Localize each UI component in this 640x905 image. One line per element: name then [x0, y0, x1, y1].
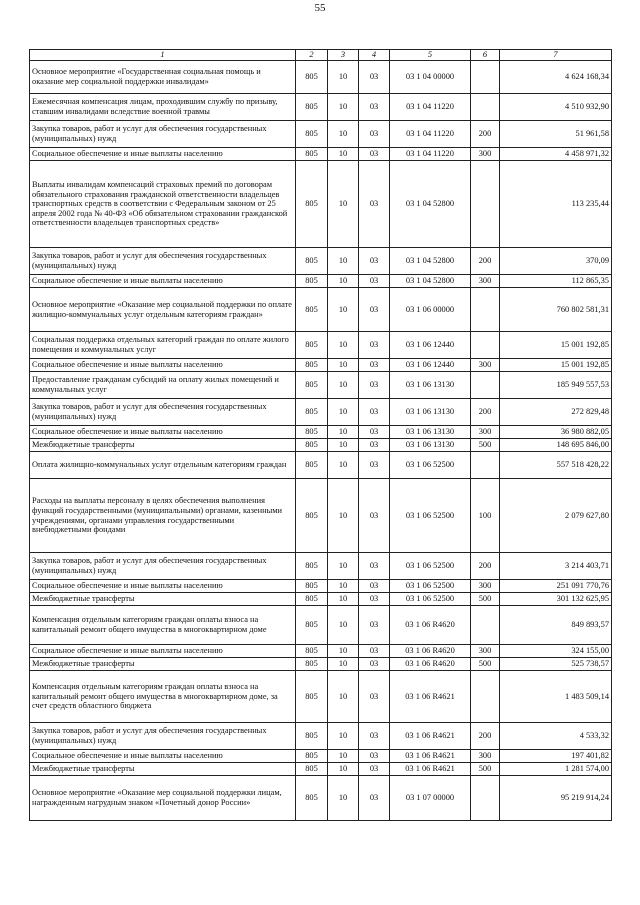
expense-type-cell — [471, 161, 500, 248]
target-article-cell: 03 1 06 12440 — [390, 359, 471, 372]
section-code-cell: 10 — [328, 332, 359, 359]
subsection-code-cell: 03 — [359, 763, 390, 776]
table-row — [30, 580, 612, 593]
ministry-code-cell: 805 — [296, 580, 328, 593]
amount-cell: 15 001 192,85 — [500, 359, 612, 372]
amount-cell: 4 624 168,34 — [500, 61, 612, 94]
section-code-cell: 10 — [328, 94, 359, 121]
section-code-cell: 10 — [328, 479, 359, 553]
target-article-cell: 03 1 06 R4620 — [390, 645, 471, 658]
ministry-code-cell: 805 — [296, 723, 328, 750]
amount-cell: 95 219 914,24 — [500, 776, 612, 821]
subsection-code-cell: 03 — [359, 121, 390, 148]
ministry-code-cell: 805 — [296, 426, 328, 439]
table-row — [30, 288, 612, 332]
target-article-cell: 03 1 06 13130 — [390, 426, 471, 439]
subsection-code-cell: 03 — [359, 332, 390, 359]
item-name-cell: Межбюджетные трансферты — [30, 763, 296, 776]
section-code-cell: 10 — [328, 763, 359, 776]
ministry-code-cell: 805 — [296, 593, 328, 606]
table-row — [30, 593, 612, 606]
table-row — [30, 479, 612, 553]
expense-type-cell — [471, 61, 500, 94]
item-name-cell: Закупка товаров, работ и услуг для обеспечения государственных (муниципальных) нужд — [30, 723, 296, 750]
subsection-code-cell: 03 — [359, 479, 390, 553]
item-name-cell: Закупка товаров, работ и услуг для обеспечения государственных (муниципальных) нужд — [30, 248, 296, 275]
expense-type-cell: 300 — [471, 580, 500, 593]
item-name-cell: Социальное обеспечение и иные выплаты населению — [30, 275, 296, 288]
amount-cell: 51 961,58 — [500, 121, 612, 148]
item-name-cell: Основное мероприятие «Оказание мер социальной поддержки лицам, награжденным нагрудным знаком «Почетный донор России» — [30, 776, 296, 821]
section-code-cell: 10 — [328, 426, 359, 439]
section-code-cell: 10 — [328, 645, 359, 658]
column-header: 5 — [390, 50, 471, 61]
expense-type-cell: 100 — [471, 479, 500, 553]
section-code-cell: 10 — [328, 776, 359, 821]
page-number: 55 — [314, 2, 326, 14]
subsection-code-cell: 03 — [359, 288, 390, 332]
table-row — [30, 723, 612, 750]
column-header: 1 — [30, 50, 296, 61]
column-header: 7 — [500, 50, 612, 61]
amount-cell: 324 155,00 — [500, 645, 612, 658]
ministry-code-cell: 805 — [296, 148, 328, 161]
section-code-cell: 10 — [328, 593, 359, 606]
subsection-code-cell: 03 — [359, 723, 390, 750]
ministry-code-cell: 805 — [296, 452, 328, 479]
target-article-cell: 03 1 06 13130 — [390, 399, 471, 426]
ministry-code-cell: 805 — [296, 658, 328, 671]
table-row — [30, 439, 612, 452]
table-row — [30, 658, 612, 671]
ministry-code-cell: 805 — [296, 606, 328, 645]
table-row — [30, 248, 612, 275]
target-article-cell: 03 1 06 R4621 — [390, 763, 471, 776]
item-name-cell: Межбюджетные трансферты — [30, 439, 296, 452]
subsection-code-cell: 03 — [359, 248, 390, 275]
table-row — [30, 161, 612, 248]
section-code-cell: 10 — [328, 161, 359, 248]
subsection-code-cell: 03 — [359, 148, 390, 161]
target-article-cell: 03 1 06 52500 — [390, 452, 471, 479]
expense-type-cell — [471, 606, 500, 645]
ministry-code-cell: 805 — [296, 671, 328, 723]
ministry-code-cell: 805 — [296, 288, 328, 332]
item-name-cell: Межбюджетные трансферты — [30, 593, 296, 606]
expense-type-cell — [471, 452, 500, 479]
amount-cell: 760 802 581,31 — [500, 288, 612, 332]
target-article-cell: 03 1 06 52500 — [390, 479, 471, 553]
target-article-cell: 03 1 07 00000 — [390, 776, 471, 821]
target-article-cell: 03 1 06 13130 — [390, 372, 471, 399]
amount-cell: 272 829,48 — [500, 399, 612, 426]
item-name-cell: Основное мероприятие «Оказание мер социальной поддержки по оплате жилищно-коммунальных услуг отдельным категориям граждан» — [30, 288, 296, 332]
table-body — [30, 61, 612, 821]
subsection-code-cell: 03 — [359, 776, 390, 821]
section-code-cell: 10 — [328, 399, 359, 426]
target-article-cell: 03 1 06 00000 — [390, 288, 471, 332]
table-row — [30, 671, 612, 723]
table-row — [30, 359, 612, 372]
target-article-cell: 03 1 06 R4621 — [390, 671, 471, 723]
expense-type-cell: 300 — [471, 148, 500, 161]
expense-type-cell — [471, 776, 500, 821]
ministry-code-cell: 805 — [296, 94, 328, 121]
subsection-code-cell: 03 — [359, 658, 390, 671]
section-code-cell: 10 — [328, 248, 359, 275]
item-name-cell: Расходы на выплаты персоналу в целях обеспечения выполнения функций государственными (муниципальными) органами, казенными учреждениями, органами управления государственными внебюджетными фондами — [30, 479, 296, 553]
table-row — [30, 553, 612, 580]
subsection-code-cell: 03 — [359, 553, 390, 580]
column-numbers-row — [30, 50, 612, 61]
subsection-code-cell: 03 — [359, 372, 390, 399]
ministry-code-cell: 805 — [296, 763, 328, 776]
expense-type-cell: 300 — [471, 359, 500, 372]
table-row — [30, 645, 612, 658]
expense-type-cell: 500 — [471, 763, 500, 776]
section-code-cell: 10 — [328, 580, 359, 593]
table-row — [30, 606, 612, 645]
table-row — [30, 148, 612, 161]
amount-cell: 557 518 428,22 — [500, 452, 612, 479]
subsection-code-cell: 03 — [359, 439, 390, 452]
ministry-code-cell: 805 — [296, 479, 328, 553]
target-article-cell: 03 1 06 13130 — [390, 439, 471, 452]
amount-cell: 113 235,44 — [500, 161, 612, 248]
item-name-cell: Социальное обеспечение и иные выплаты населению — [30, 426, 296, 439]
expense-type-cell: 500 — [471, 658, 500, 671]
section-code-cell: 10 — [328, 671, 359, 723]
target-article-cell: 03 1 04 00000 — [390, 61, 471, 94]
amount-cell: 148 695 846,00 — [500, 439, 612, 452]
item-name-cell: Социальное обеспечение и иные выплаты населению — [30, 750, 296, 763]
ministry-code-cell: 805 — [296, 121, 328, 148]
subsection-code-cell: 03 — [359, 750, 390, 763]
amount-cell: 301 132 625,95 — [500, 593, 612, 606]
ministry-code-cell: 805 — [296, 275, 328, 288]
target-article-cell: 03 1 06 12440 — [390, 332, 471, 359]
item-name-cell: Предоставление гражданам субсидий на оплату жилых помещений и коммунальных услуг — [30, 372, 296, 399]
expense-type-cell: 300 — [471, 645, 500, 658]
ministry-code-cell: 805 — [296, 359, 328, 372]
ministry-code-cell: 805 — [296, 439, 328, 452]
target-article-cell: 03 1 04 11220 — [390, 94, 471, 121]
table-row — [30, 332, 612, 359]
expense-type-cell: 200 — [471, 248, 500, 275]
ministry-code-cell: 805 — [296, 61, 328, 94]
column-header: 4 — [359, 50, 390, 61]
subsection-code-cell: 03 — [359, 580, 390, 593]
ministry-code-cell: 805 — [296, 776, 328, 821]
item-name-cell: Оплата жилищно-коммунальных услуг отдельным категориям граждан — [30, 452, 296, 479]
section-code-cell: 10 — [328, 723, 359, 750]
table-row — [30, 94, 612, 121]
item-name-cell: Компенсация отдельным категориям граждан оплаты взноса на капитальный ремонт общего имущества в многоквартирном доме — [30, 606, 296, 645]
expense-type-cell — [471, 671, 500, 723]
item-name-cell: Социальная поддержка отдельных категорий граждан по оплате жилого помещения и коммунальных услуг — [30, 332, 296, 359]
subsection-code-cell: 03 — [359, 61, 390, 94]
table-row — [30, 426, 612, 439]
amount-cell: 4 533,32 — [500, 723, 612, 750]
amount-cell: 4 510 932,90 — [500, 94, 612, 121]
ministry-code-cell: 805 — [296, 161, 328, 248]
subsection-code-cell: 03 — [359, 359, 390, 372]
expense-type-cell — [471, 288, 500, 332]
expense-type-cell: 300 — [471, 426, 500, 439]
amount-cell: 1 281 574,00 — [500, 763, 612, 776]
item-name-cell: Ежемесячная компенсация лицам, проходившим службу по призыву, ставшим инвалидами вследствие военной травмы — [30, 94, 296, 121]
target-article-cell: 03 1 04 52800 — [390, 161, 471, 248]
expense-type-cell: 200 — [471, 723, 500, 750]
expense-type-cell — [471, 94, 500, 121]
subsection-code-cell: 03 — [359, 645, 390, 658]
subsection-code-cell: 03 — [359, 671, 390, 723]
column-header: 6 — [471, 50, 500, 61]
amount-cell: 36 980 882,05 — [500, 426, 612, 439]
subsection-code-cell: 03 — [359, 426, 390, 439]
subsection-code-cell: 03 — [359, 452, 390, 479]
column-header: 2 — [296, 50, 328, 61]
ministry-code-cell: 805 — [296, 372, 328, 399]
target-article-cell: 03 1 04 52800 — [390, 248, 471, 275]
amount-cell: 849 893,57 — [500, 606, 612, 645]
table-row — [30, 121, 612, 148]
expense-type-cell — [471, 372, 500, 399]
amount-cell: 370,09 — [500, 248, 612, 275]
expense-type-cell: 500 — [471, 439, 500, 452]
section-code-cell: 10 — [328, 288, 359, 332]
section-code-cell: 10 — [328, 148, 359, 161]
item-name-cell: Закупка товаров, работ и услуг для обеспечения государственных (муниципальных) нужд — [30, 399, 296, 426]
item-name-cell: Социальное обеспечение и иные выплаты населению — [30, 645, 296, 658]
target-article-cell: 03 1 04 11220 — [390, 121, 471, 148]
amount-cell: 112 865,35 — [500, 275, 612, 288]
target-article-cell: 03 1 06 52500 — [390, 593, 471, 606]
section-code-cell: 10 — [328, 61, 359, 94]
item-name-cell: Выплаты инвалидам компенсаций страховых премий по договорам обязательного страхования гражданской ответственности владельцев транспортных средств в соответствии с Федеральным законом от 25 апреля 2002 года № 40-ФЗ «Об обязательном страховании гражданской ответственности владельцев транспортных средств» — [30, 161, 296, 248]
item-name-cell: Закупка товаров, работ и услуг для обеспечения государственных (муниципальных) нужд — [30, 121, 296, 148]
amount-cell: 1 483 509,14 — [500, 671, 612, 723]
target-article-cell: 03 1 04 11220 — [390, 148, 471, 161]
subsection-code-cell: 03 — [359, 399, 390, 426]
table-row — [30, 275, 612, 288]
section-code-cell: 10 — [328, 359, 359, 372]
target-article-cell: 03 1 06 52500 — [390, 580, 471, 593]
table-row — [30, 452, 612, 479]
item-name-cell: Компенсация отдельным категориям граждан оплаты взноса на капитальный ремонт общего имущества в многоквартирном доме, за счет средств областного бюджета — [30, 671, 296, 723]
column-header: 3 — [328, 50, 359, 61]
item-name-cell: Основное мероприятие «Государственная социальная помощь и оказание мер социальной поддержки инвалидам» — [30, 61, 296, 94]
section-code-cell: 10 — [328, 372, 359, 399]
item-name-cell: Социальное обеспечение и иные выплаты населению — [30, 580, 296, 593]
amount-cell: 3 214 403,71 — [500, 553, 612, 580]
amount-cell: 15 001 192,85 — [500, 332, 612, 359]
section-code-cell: 10 — [328, 275, 359, 288]
section-code-cell: 10 — [328, 658, 359, 671]
item-name-cell: Закупка товаров, работ и услуг для обеспечения государственных (муниципальных) нужд — [30, 553, 296, 580]
amount-cell: 4 458 971,32 — [500, 148, 612, 161]
expense-type-cell: 200 — [471, 399, 500, 426]
amount-cell: 185 949 557,53 — [500, 372, 612, 399]
section-code-cell: 10 — [328, 553, 359, 580]
ministry-code-cell: 805 — [296, 332, 328, 359]
ministry-code-cell: 805 — [296, 645, 328, 658]
ministry-code-cell: 805 — [296, 248, 328, 275]
subsection-code-cell: 03 — [359, 94, 390, 121]
ministry-code-cell: 805 — [296, 553, 328, 580]
target-article-cell: 03 1 06 R4620 — [390, 658, 471, 671]
section-code-cell: 10 — [328, 121, 359, 148]
expense-type-cell: 200 — [471, 121, 500, 148]
section-code-cell: 10 — [328, 452, 359, 479]
expense-type-cell: 300 — [471, 275, 500, 288]
expense-type-cell: 500 — [471, 593, 500, 606]
section-code-cell: 10 — [328, 606, 359, 645]
section-code-cell: 10 — [328, 439, 359, 452]
amount-cell: 197 401,82 — [500, 750, 612, 763]
subsection-code-cell: 03 — [359, 161, 390, 248]
expense-type-cell — [471, 332, 500, 359]
target-article-cell: 03 1 06 R4620 — [390, 606, 471, 645]
item-name-cell: Межбюджетные трансферты — [30, 658, 296, 671]
target-article-cell: 03 1 04 52800 — [390, 275, 471, 288]
ministry-code-cell: 805 — [296, 399, 328, 426]
table-row — [30, 399, 612, 426]
amount-cell: 525 738,57 — [500, 658, 612, 671]
expense-type-cell: 300 — [471, 750, 500, 763]
table-row — [30, 372, 612, 399]
target-article-cell: 03 1 06 52500 — [390, 553, 471, 580]
expense-type-cell: 200 — [471, 553, 500, 580]
subsection-code-cell: 03 — [359, 275, 390, 288]
item-name-cell: Социальное обеспечение и иные выплаты населению — [30, 359, 296, 372]
budget-table — [29, 49, 612, 821]
table-row — [30, 763, 612, 776]
item-name-cell: Социальное обеспечение и иные выплаты населению — [30, 148, 296, 161]
table-row — [30, 776, 612, 821]
target-article-cell: 03 1 06 R4621 — [390, 750, 471, 763]
section-code-cell: 10 — [328, 750, 359, 763]
amount-cell: 2 079 627,80 — [500, 479, 612, 553]
ministry-code-cell: 805 — [296, 750, 328, 763]
amount-cell: 251 091 770,76 — [500, 580, 612, 593]
table-row — [30, 61, 612, 94]
table-row — [30, 750, 612, 763]
subsection-code-cell: 03 — [359, 606, 390, 645]
target-article-cell: 03 1 06 R4621 — [390, 723, 471, 750]
subsection-code-cell: 03 — [359, 593, 390, 606]
